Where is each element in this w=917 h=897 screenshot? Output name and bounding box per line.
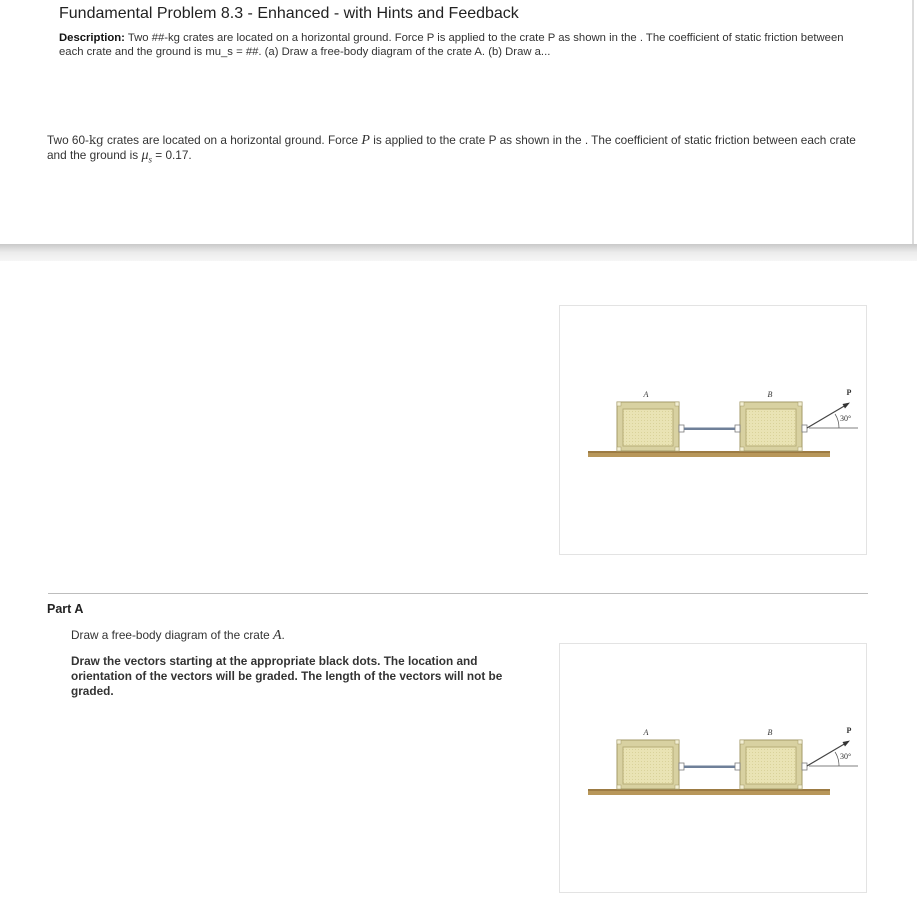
- label-p: P: [846, 726, 852, 735]
- crates-diagram: [560, 306, 866, 554]
- problem-description: [59, 31, 849, 59]
- section-separator: [0, 244, 917, 261]
- part-a-instructions: Draw the vectors starting at the appropriate black dots. The location and orientation of the vectors will be graded. The length of the vectors will not be graded.: [71, 654, 503, 698]
- angle-label: 30°: [840, 752, 852, 761]
- angle-label: 30°: [840, 414, 852, 423]
- label-b: B: [767, 728, 773, 737]
- label-a: A: [643, 728, 649, 737]
- statement-text: Two 60-: [47, 133, 89, 147]
- part-divider: [48, 593, 868, 594]
- mu-symbol: μ: [141, 148, 149, 163]
- statement-text: crates are located on a horizontal ground. Force: [103, 133, 362, 147]
- crate-a: [617, 740, 679, 789]
- crate-b: [740, 402, 802, 451]
- problem-statement: [47, 133, 867, 167]
- part-a-prompt: [71, 628, 285, 644]
- force-symbol: P: [361, 133, 370, 148]
- description-text: Two ##-kg crates are located on a horizontal ground. Force P is applied to the crate P as shown in the . The coefficient of static friction between each crate and the ground is mu_s = ##. (a) Draw a free-body diagram of the crate A. (b) Draw a...: [59, 32, 844, 58]
- statement-text: = 0.17.: [152, 148, 192, 162]
- connecting-rope: [679, 763, 740, 770]
- statement-unit: kg: [88, 133, 104, 147]
- label-p: P: [846, 388, 852, 397]
- mu-subscript: s: [148, 154, 152, 165]
- label-a: A: [643, 390, 649, 399]
- crate-symbol: A: [272, 628, 282, 643]
- statement-text: is applied to the crate P as shown in the . The coefficient of static friction between each crate and the ground is: [47, 133, 856, 162]
- description-label: Description:: [59, 32, 125, 44]
- part-a-title: Part A: [47, 602, 84, 616]
- crates-figure: [559, 305, 867, 555]
- crates-diagram: [560, 644, 866, 892]
- crates-figure-part-a: [559, 643, 867, 893]
- label-b: B: [767, 390, 773, 399]
- prompt-text: Draw a free-body diagram of the crate: [71, 628, 273, 642]
- connecting-rope: [679, 425, 740, 432]
- prompt-end: .: [281, 628, 285, 642]
- crate-b: [740, 740, 802, 789]
- crate-a: [617, 402, 679, 451]
- problem-title: Fundamental Problem 8.3 - Enhanced - with Hints and Feedback: [59, 5, 519, 22]
